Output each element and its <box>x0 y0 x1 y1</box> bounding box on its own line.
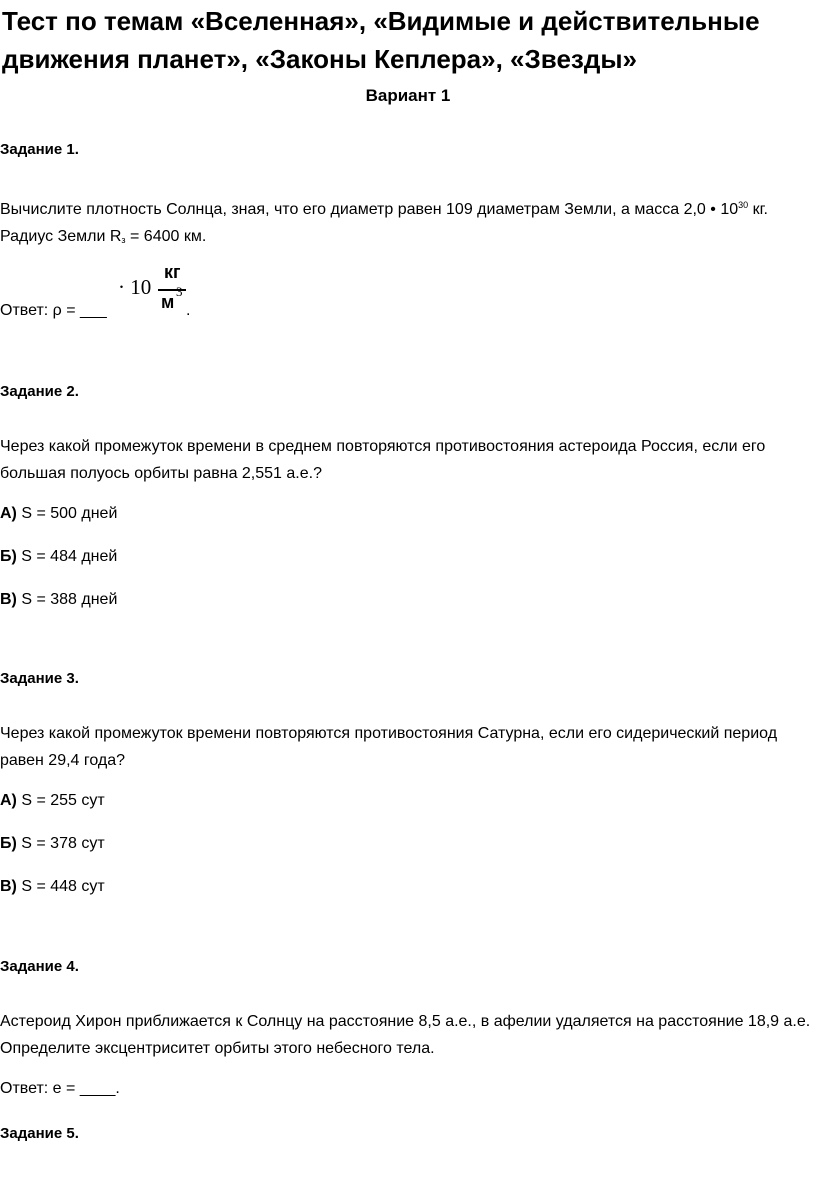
task4-line2: Определите эксцентриситет орбиты этого небесного тела. <box>0 1040 435 1057</box>
task1-answer: Ответ: ρ = ___ <box>0 302 107 319</box>
task4-line1: Астероид Хирон приближается к Солнцу на расстояние 8,5 а.е., в афелии удаляется на расстояние 18,9 а.е. <box>0 1013 811 1030</box>
task2-option-c: В) S = 388 дней <box>0 591 118 608</box>
unit-denominator: м <box>161 292 175 312</box>
task2-text <box>0 433 812 487</box>
task3-line1: Через какой промежуток времени повторяются противостояния Сатурна, если его сидерический период <box>0 725 778 742</box>
task5-heading: Задание 5. <box>0 1125 79 1142</box>
task3-option-b: Б) S = 378 сут <box>0 835 105 852</box>
unit-numerator: кг <box>164 262 181 282</box>
task2-option-a: А) S = 500 дней <box>0 505 118 522</box>
task1-text-a: Вычислите плотность Солнца, зная, что его диаметр равен 109 диаметрам Земли, а масса 2,0 • 10 <box>0 201 739 218</box>
task2-line1: Через какой промежуток времени в среднем повторяются противостояния астероида Россия, если его <box>0 438 766 455</box>
task4-answer: Ответ: e = ____. <box>0 1080 120 1097</box>
task1-subscript: з <box>121 235 126 245</box>
task1-heading: Задание 1. <box>0 141 79 158</box>
unit-multiplier: · 10 <box>118 275 152 299</box>
task1-text <box>0 192 812 254</box>
page-title: Тест по темам «Вселенная», «Видимые и действительные движения планет», «Законы Кеплера», «Звезды» <box>2 6 760 74</box>
unit-power: 3 <box>176 284 183 299</box>
task3-option-c: В) S = 448 сут <box>0 878 105 895</box>
variant-heading: Вариант 1 <box>365 86 451 105</box>
task3-line2: равен 29,4 года? <box>0 752 126 769</box>
task1-answer-period: . <box>186 302 191 319</box>
task1-text-d: = 6400 км. <box>125 228 207 245</box>
task3-option-a: А) S = 255 сут <box>0 792 105 809</box>
task3-heading: Задание 3. <box>0 670 79 687</box>
task4-text <box>0 1008 812 1062</box>
task1-exponent: 30 <box>738 200 749 210</box>
task2-line2: большая полуось орбиты равна 2,551 а.е.? <box>0 465 322 482</box>
task1-text-c: Радиус Земли R <box>0 228 122 245</box>
task2-heading: Задание 2. <box>0 383 79 400</box>
task3-text <box>0 720 812 774</box>
task1-text-b: кг. <box>748 201 768 218</box>
task4-heading: Задание 4. <box>0 958 79 975</box>
task2-option-b: Б) S = 484 дней <box>0 548 118 565</box>
